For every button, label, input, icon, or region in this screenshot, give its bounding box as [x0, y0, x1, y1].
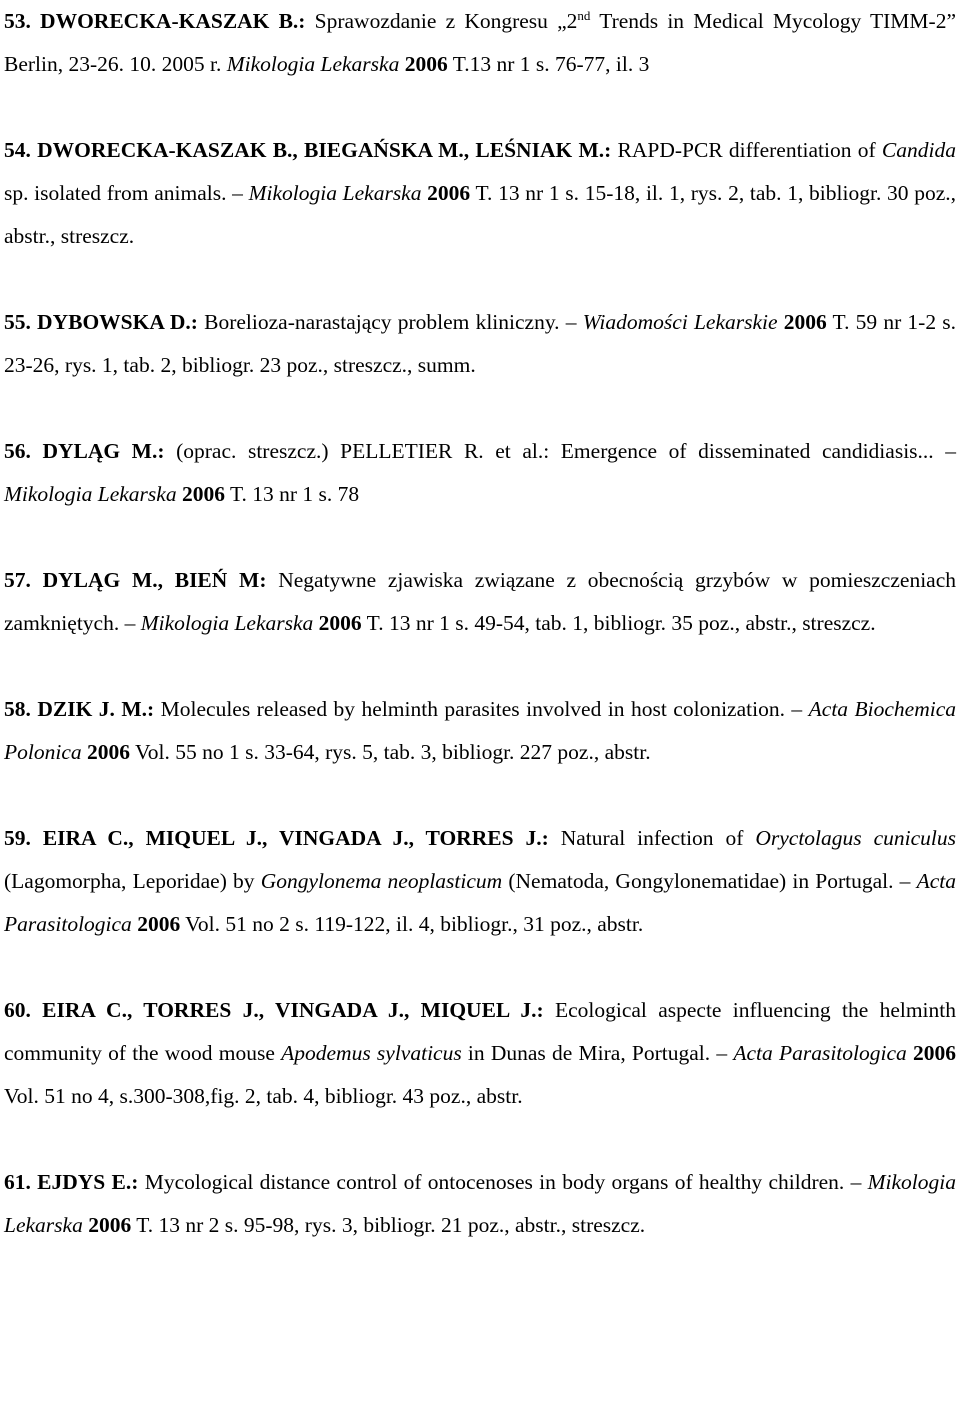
entry-author-text: 55. DYBOWSKA D.:: [4, 310, 198, 334]
bibliography-entry: [4, 430, 956, 516]
entry-journal-text: Mikologia Lekarska: [248, 181, 422, 205]
entry-journal-text: Gongylonema neoplasticum: [260, 869, 503, 893]
entry-text: Natural infection of: [548, 826, 756, 850]
entry-journal-text: Mikologia Lekarska: [4, 482, 177, 506]
entry-author-text: 60. EIRA C., TORRES J., VINGADA J., MIQUEL J.:: [4, 998, 544, 1022]
entry-text: T. 13 nr 1 s. 15-18, il. 1, rys. 2, tab. 1, bibliogr. 30 poz., abstr., streszcz.: [4, 181, 956, 248]
entry-spacer: [4, 1118, 956, 1161]
bibliography-entry: [4, 1161, 956, 1247]
entry-journal-text: Acta Parasitologica: [733, 1041, 907, 1065]
superscript-text: nd: [577, 7, 591, 23]
entry-author-text: 2006: [181, 482, 225, 506]
entry-author-text: 61. EJDYS E.:: [4, 1170, 139, 1194]
entry-spacer: [4, 774, 956, 817]
entry-journal-text: Mikologia Lekarska: [140, 611, 314, 635]
entry-journal-text: Acta Biochemica Polonica: [4, 697, 956, 764]
bibliography-entry: [4, 688, 956, 774]
entry-author-text: 2006: [783, 310, 827, 334]
entry-journal-text: Mikologia Lekarska: [226, 52, 400, 76]
entry-journal-text: Oryctolagus cuniculus: [755, 826, 956, 850]
entry-text: Negatywne zjawiska związane z obecnością grzybów w pomieszczeniach zamkniętych. –: [4, 568, 956, 635]
entry-author-text: 2006: [137, 912, 181, 936]
bibliography-entry: [4, 559, 956, 645]
entry-text: T.13 nr 1 s. 76-77, il. 3: [447, 52, 650, 76]
entry-text: Trends in Medical Mycology TIMM-2” Berlin, 23-26. 10. 2005 r.: [4, 9, 956, 76]
entry-author-text: 2006: [427, 181, 471, 205]
entry-author-text: 2006: [87, 740, 130, 764]
entry-text: RAPD-PCR differentiation of: [611, 138, 882, 162]
entry-author-text: 2006: [88, 1213, 132, 1237]
entry-author-text: 53. DWORECKA-KASZAK B.:: [4, 9, 306, 33]
entry-journal-text: Acta Parasitologica: [4, 869, 957, 936]
entry-text: T. 59 nr 1-2 s. 23-26, rys. 1, tab. 2, bibliogr. 23 poz., streszcz., summ.: [4, 310, 957, 377]
bibliography-entry: [4, 817, 956, 946]
entry-text: Vol. 51 no 2 s. 119-122, il. 4, bibliogr., 31 poz., abstr.: [180, 912, 644, 936]
entry-author-text: 59. EIRA C., MIQUEL J., VINGADA J., TORRES J.:: [4, 826, 549, 850]
entry-author-text: 57. DYLĄG M., BIEŃ M:: [4, 568, 267, 592]
entry-spacer: [4, 387, 956, 430]
entry-text: Molecules released by helminth parasites involved in host colonization. –: [154, 697, 809, 721]
entry-text: Vol. 55 no 1 s. 33-64, rys. 5, tab. 3, bibliogr. 227 poz., abstr.: [130, 740, 651, 764]
entry-journal-text: Mikologia Lekarska: [4, 1170, 956, 1237]
bibliography-entry: [4, 301, 956, 387]
entry-spacer: [4, 86, 956, 129]
entry-author-text: 2006: [913, 1041, 957, 1065]
entry-author-text: 58. DZIK J. M.:: [4, 697, 155, 721]
bibliography-entry: [4, 129, 956, 258]
entry-text: Sprawozdanie z Kongresu „2: [305, 9, 578, 33]
entry-text: (oprac. streszcz.) PELLETIER R. et al.: Emergence of disseminated candidiasis... –: [164, 439, 956, 463]
entry-author-text: 56. DYLĄG M.:: [4, 439, 165, 463]
entry-text: Vol. 51 no 4, s.300-308,fig. 2, tab. 4, bibliogr. 43 poz., abstr.: [4, 1084, 523, 1108]
entry-journal-text: Candida: [881, 138, 956, 162]
entry-text: Mycological distance control of ontocenoses in body organs of healthy children. –: [138, 1170, 868, 1194]
entry-journal-text: Apodemus sylvaticus: [281, 1041, 462, 1065]
entry-spacer: [4, 516, 956, 559]
entry-text: T. 13 nr 1 s. 78: [224, 482, 360, 506]
entry-spacer: [4, 946, 956, 989]
entry-author-text: 2006: [404, 52, 448, 76]
bibliography-entry: [4, 989, 956, 1118]
entry-text: sp. isolated from animals. –: [4, 181, 249, 205]
bibliography-page: [4, 0, 956, 1247]
entry-text: in Dunas de Mira, Portugal. –: [461, 1041, 734, 1065]
entry-text: (Nematoda, Gongylonematidae) in Portugal. –: [502, 869, 917, 893]
entry-spacer: [4, 645, 956, 688]
entry-text: Borelioza-narastający problem kliniczny. –: [197, 310, 583, 334]
entry-author-text: 54. DWORECKA-KASZAK B., BIEGAŃSKA M., LEŚNIAK M.:: [4, 138, 612, 162]
bibliography-entry: [4, 0, 956, 86]
entry-text: T. 13 nr 2 s. 95-98, rys. 3, bibliogr. 21 poz., abstr., streszcz.: [131, 1213, 646, 1237]
entry-spacer: [4, 258, 956, 301]
entry-author-text: 2006: [318, 611, 362, 635]
entry-text: (Lagomorpha, Leporidae) by: [4, 869, 261, 893]
entry-journal-text: Wiadomości Lekarskie: [582, 310, 778, 334]
entry-text: Ecological aspecte influencing the helminth community of the wood mouse: [4, 998, 956, 1065]
entry-text: T. 13 nr 1 s. 49-54, tab. 1, bibliogr. 35 poz., abstr., streszcz.: [361, 611, 876, 635]
